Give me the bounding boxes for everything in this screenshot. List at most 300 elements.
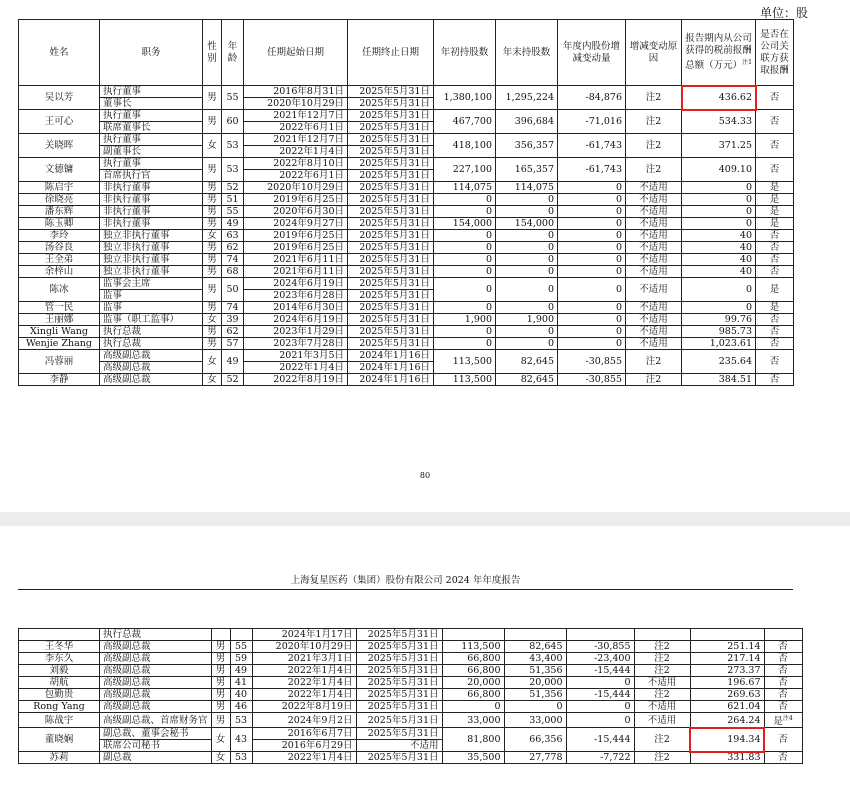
related-party-cell xyxy=(756,218,794,230)
pay-cell: 217.14 xyxy=(690,653,764,665)
related-party-cell xyxy=(756,194,794,206)
gender-cell: 男 xyxy=(211,701,230,713)
age-cell: 39 xyxy=(222,314,244,326)
end-date-cell: 2025年5月31日 xyxy=(348,146,434,158)
end-shares-cell: 0 xyxy=(504,701,566,713)
related-party-cell xyxy=(764,653,802,665)
header-cell xyxy=(682,20,756,86)
table-row xyxy=(19,194,794,206)
start-date-cell: 2022年6月1日 xyxy=(244,170,348,182)
start-date-cell: 2019年6月25日 xyxy=(244,194,348,206)
gender-cell: 女 xyxy=(203,350,222,374)
related-value: 是 xyxy=(769,218,780,229)
start-date-cell: 2024年9月2日 xyxy=(252,713,356,728)
age-cell: 50 xyxy=(222,278,244,302)
age-cell: 53 xyxy=(230,752,252,764)
gender-cell: 女 xyxy=(203,374,222,386)
end-date-cell: 2024年1月16日 xyxy=(348,374,434,386)
table-row xyxy=(19,326,794,338)
pay-cell: 40 xyxy=(682,242,756,254)
age-cell: 53 xyxy=(222,158,244,182)
end-date-cell: 2025年5月31日 xyxy=(348,86,434,98)
related-value: 否 xyxy=(769,314,780,325)
related-party-cell xyxy=(756,242,794,254)
name-cell: 陈战宇 xyxy=(19,713,100,728)
start-date-cell: 2024年9月27日 xyxy=(244,218,348,230)
pay-cell: 0 xyxy=(682,206,756,218)
start-date-cell: 2022年8月10日 xyxy=(244,158,348,170)
start-date-cell: 2021年6月11日 xyxy=(244,266,348,278)
role-cell: 监事 xyxy=(100,302,203,314)
related-value: 否 xyxy=(778,677,788,688)
gender-cell: 男 xyxy=(203,254,222,266)
share-change-cell: 0 xyxy=(558,278,626,302)
running-header: 上海复星医药（集团）股份有限公司 2024 年年度报告 xyxy=(18,572,793,590)
change-reason-cell: 不适用 xyxy=(634,701,690,713)
age-cell: 52 xyxy=(222,374,244,386)
gender-cell: 男 xyxy=(203,86,222,110)
end-shares-cell: 396,684 xyxy=(496,110,558,134)
end-date-cell: 2025年5月31日 xyxy=(348,158,434,170)
begin-shares-cell: 227,100 xyxy=(434,158,496,182)
end-date-cell: 2025年5月31日 xyxy=(356,689,442,701)
table-row xyxy=(19,350,794,362)
header-cell: 职务 xyxy=(100,20,203,86)
begin-shares-cell: 35,500 xyxy=(442,752,504,764)
gender-cell: 男 xyxy=(211,713,230,728)
age-cell: 53 xyxy=(230,713,252,728)
start-date-cell: 2022年6月1日 xyxy=(244,122,348,134)
change-reason-cell: 注2 xyxy=(634,641,690,653)
change-reason-cell: 不适用 xyxy=(626,314,682,326)
name-cell: 王全弟 xyxy=(19,254,100,266)
start-date-cell: 2021年3月1日 xyxy=(252,653,356,665)
role-cell: 联席董事长 xyxy=(100,122,203,134)
age-cell: 53 xyxy=(222,134,244,158)
begin-shares-cell: 0 xyxy=(434,326,496,338)
change-reason-cell: 不适用 xyxy=(626,278,682,302)
table-row xyxy=(19,752,803,764)
start-date-cell: 2021年12月7日 xyxy=(244,134,348,146)
end-shares-cell: 51,356 xyxy=(504,689,566,701)
begin-shares-cell: 0 xyxy=(434,278,496,302)
end-shares-cell: 66,356 xyxy=(504,728,566,752)
share-change-cell: 0 xyxy=(558,218,626,230)
gender-cell: 女 xyxy=(211,752,230,764)
page-gap xyxy=(0,512,850,526)
table-row xyxy=(19,701,803,713)
end-date-cell: 2025年5月31日 xyxy=(348,170,434,182)
name-cell: 李静 xyxy=(19,374,100,386)
end-shares-cell: 20,000 xyxy=(504,677,566,689)
gender-cell: 男 xyxy=(211,653,230,665)
table-row xyxy=(19,158,794,170)
role-cell: 高级副总裁、首席财务官 xyxy=(100,713,212,728)
related-party-cell xyxy=(756,182,794,194)
age-cell: 60 xyxy=(222,110,244,134)
end-shares-cell: 114,075 xyxy=(496,182,558,194)
begin-shares-cell: 418,100 xyxy=(434,134,496,158)
pay-cell: 0 xyxy=(682,278,756,302)
table-row xyxy=(19,206,794,218)
related-value: 否 xyxy=(769,242,780,253)
change-reason-cell: 不适用 xyxy=(626,182,682,194)
age-cell: 63 xyxy=(222,230,244,242)
end-shares-cell: 154,000 xyxy=(496,218,558,230)
related-party-cell xyxy=(756,254,794,266)
gender-cell: 男 xyxy=(203,338,222,350)
change-reason-cell: 注2 xyxy=(626,350,682,374)
change-reason-cell: 不适用 xyxy=(626,266,682,278)
end-date-cell: 2025年5月31日 xyxy=(356,713,442,728)
name-cell: 王可心 xyxy=(19,110,100,134)
start-date-cell: 2022年1月4日 xyxy=(244,362,348,374)
role-cell: 高级副总裁 xyxy=(100,677,212,689)
start-date-cell: 2019年6月25日 xyxy=(244,230,348,242)
header-text: 报告期内从公司获得的税前报酬总额（万元） xyxy=(685,32,752,72)
begin-shares-cell: 1,900 xyxy=(434,314,496,326)
role-cell: 高级副总裁 xyxy=(100,374,203,386)
header-cell: 年龄 xyxy=(222,20,244,86)
table-row xyxy=(19,302,794,314)
related-value: 否 xyxy=(778,653,788,664)
end-shares-cell: 0 xyxy=(496,242,558,254)
begin-shares-cell: 1,380,100 xyxy=(434,86,496,110)
share-change-cell: -23,400 xyxy=(566,653,634,665)
pay-cell: 384.51 xyxy=(682,374,756,386)
start-date-cell: 2020年10月29日 xyxy=(252,641,356,653)
table-header-row xyxy=(19,20,794,86)
role-cell: 执行总裁 xyxy=(100,326,203,338)
related-value: 否 xyxy=(778,641,788,652)
change-reason-cell: 注2 xyxy=(626,134,682,158)
pay-cell: 40 xyxy=(682,266,756,278)
change-reason-cell: 不适用 xyxy=(626,302,682,314)
end-date-cell: 2025年5月31日 xyxy=(348,338,434,350)
end-date-cell: 2024年1月16日 xyxy=(348,350,434,362)
name-cell: 冯蓉丽 xyxy=(19,350,100,374)
table-row xyxy=(19,314,794,326)
pay-cell: 273.37 xyxy=(690,665,764,677)
gender-cell: 女 xyxy=(203,314,222,326)
pay-cell: 235.64 xyxy=(682,350,756,374)
begin-shares-cell: 20,000 xyxy=(442,677,504,689)
name-cell: Xingli Wang xyxy=(19,326,100,338)
table-row xyxy=(19,689,803,701)
begin-shares-cell: 0 xyxy=(434,194,496,206)
related-party-cell xyxy=(764,641,802,653)
header-cell: 是否在公司关联方获取报酬 xyxy=(756,20,794,86)
age-cell: 51 xyxy=(222,194,244,206)
end-date-cell: 2025年5月31日 xyxy=(348,242,434,254)
begin-shares-cell: 0 xyxy=(442,701,504,713)
table-row xyxy=(19,218,794,230)
related-party-cell xyxy=(756,134,794,158)
share-change-cell: 0 xyxy=(558,338,626,350)
table-row xyxy=(19,242,794,254)
start-date-cell: 2016年6月29日 xyxy=(252,740,356,752)
end-date-cell: 2025年5月31日 xyxy=(348,134,434,146)
role-cell: 副董事长 xyxy=(100,146,203,158)
begin-shares-cell: 0 xyxy=(434,206,496,218)
share-change-cell: -7,722 xyxy=(566,752,634,764)
end-date-cell: 2025年5月31日 xyxy=(348,314,434,326)
related-value: 否 xyxy=(769,164,780,175)
start-date-cell: 2020年10月29日 xyxy=(244,98,348,110)
gender-cell: 男 xyxy=(203,158,222,182)
table-row xyxy=(19,374,794,386)
role-cell: 执行总裁 xyxy=(100,629,212,641)
age-cell: 40 xyxy=(230,689,252,701)
table-row xyxy=(19,653,803,665)
executive-shareholding-table xyxy=(18,628,803,764)
pay-cell: 0 xyxy=(682,302,756,314)
gender-cell: 男 xyxy=(203,206,222,218)
related-value: 否 xyxy=(778,701,788,712)
name-cell: 王丽娜 xyxy=(19,314,100,326)
name-cell: 陈启宇 xyxy=(19,182,100,194)
related-party-cell xyxy=(764,689,802,701)
name-cell: 李东久 xyxy=(19,653,100,665)
share-change-cell: -15,444 xyxy=(566,728,634,752)
pay-cell: 264.24 xyxy=(690,713,764,728)
name-cell: 文德镛 xyxy=(19,158,100,182)
start-date-cell: 2022年1月4日 xyxy=(252,689,356,701)
role-cell: 执行总裁 xyxy=(100,338,203,350)
gender-cell: 男 xyxy=(203,218,222,230)
gender-cell: 男 xyxy=(211,677,230,689)
start-date-cell: 2024年6月19日 xyxy=(244,314,348,326)
pay-cell: 534.33 xyxy=(682,110,756,134)
end-shares-cell: 33,000 xyxy=(504,713,566,728)
end-shares-cell: 0 xyxy=(496,338,558,350)
role-cell: 监事会主席 xyxy=(100,278,203,290)
related-party-cell xyxy=(756,350,794,374)
name-cell: 余梓山 xyxy=(19,266,100,278)
role-cell: 独立非执行董事 xyxy=(100,242,203,254)
header-cell: 年初持股数 xyxy=(434,20,496,86)
end-shares-cell: 82,645 xyxy=(496,350,558,374)
begin-shares-cell: 66,800 xyxy=(442,665,504,677)
role-cell: 董事长 xyxy=(100,98,203,110)
start-date-cell: 2022年8月19日 xyxy=(244,374,348,386)
age-cell: 49 xyxy=(222,218,244,230)
role-cell: 非执行董事 xyxy=(100,206,203,218)
end-date-cell: 2025年5月31日 xyxy=(348,266,434,278)
role-cell: 执行董事 xyxy=(100,86,203,98)
start-date-cell: 2022年1月4日 xyxy=(244,146,348,158)
name-cell: 董晓娴 xyxy=(19,728,100,752)
table-row xyxy=(19,110,794,122)
related-party-cell xyxy=(764,713,802,728)
end-shares-cell: 0 xyxy=(496,302,558,314)
change-reason-cell: 注2 xyxy=(626,374,682,386)
related-party-cell xyxy=(756,278,794,302)
gender-cell: 女 xyxy=(203,134,222,158)
end-shares-cell: 1,295,224 xyxy=(496,86,558,110)
role-cell: 执行董事 xyxy=(100,134,203,146)
change-reason-cell: 不适用 xyxy=(626,230,682,242)
related-value: 否 xyxy=(769,254,780,265)
change-reason-cell: 注2 xyxy=(626,86,682,110)
end-date-cell: 2025年5月31日 xyxy=(348,278,434,290)
begin-shares-cell: 81,800 xyxy=(442,728,504,752)
gender-cell: 女 xyxy=(211,728,230,752)
role-cell: 独立非执行董事 xyxy=(100,230,203,242)
role-cell: 副总裁 xyxy=(100,752,212,764)
end-date-cell: 2025年5月31日 xyxy=(348,302,434,314)
pay-cell: 1,023.61 xyxy=(682,338,756,350)
share-change-cell: 0 xyxy=(558,314,626,326)
end-date-cell: 2025年5月31日 xyxy=(348,194,434,206)
director-shareholding-table xyxy=(18,19,794,386)
start-date-cell: 2023年1月29日 xyxy=(244,326,348,338)
end-shares-cell: 43,400 xyxy=(504,653,566,665)
related-value: 否 xyxy=(769,374,780,385)
role-cell: 独立非执行董事 xyxy=(100,254,203,266)
end-date-cell: 2025年5月31日 xyxy=(356,701,442,713)
start-date-cell: 2023年7月28日 xyxy=(244,338,348,350)
pay-cell: 0 xyxy=(682,194,756,206)
gender-cell: 男 xyxy=(211,665,230,677)
related-value: 否 xyxy=(769,338,780,349)
name-cell: 王冬华 xyxy=(19,641,100,653)
related-value: 否 xyxy=(769,92,780,103)
related-value: 否 xyxy=(778,752,788,764)
related-party-cell xyxy=(756,266,794,278)
start-date-cell: 2016年8月31日 xyxy=(244,86,348,98)
end-date-cell: 2025年5月31日 xyxy=(348,98,434,110)
related-value: 是 xyxy=(769,284,780,295)
begin-shares-cell: 33,000 xyxy=(442,713,504,728)
name-cell: 吴以芳 xyxy=(19,86,100,110)
share-change-cell: 0 xyxy=(566,713,634,728)
share-change-cell: 0 xyxy=(558,254,626,266)
pay-cell: 40 xyxy=(682,230,756,242)
gender-cell: 男 xyxy=(211,689,230,701)
gender-cell: 男 xyxy=(203,242,222,254)
end-date-cell: 2025年5月31日 xyxy=(356,752,442,764)
pay-cell: 409.10 xyxy=(682,158,756,182)
name-cell: 潘东辉 xyxy=(19,206,100,218)
share-change-cell: -71,016 xyxy=(558,110,626,134)
table-row xyxy=(19,254,794,266)
share-change-cell: -30,855 xyxy=(566,641,634,653)
name-cell: 陈玉卿 xyxy=(19,218,100,230)
age-cell: 55 xyxy=(222,206,244,218)
related-party-cell xyxy=(756,206,794,218)
role-cell: 执行董事 xyxy=(100,110,203,122)
start-date-cell: 2021年3月5日 xyxy=(244,350,348,362)
change-reason-cell: 注2 xyxy=(634,653,690,665)
role-cell: 首席执行官 xyxy=(100,170,203,182)
name-cell: Rong Yang xyxy=(19,701,100,713)
age-cell: 41 xyxy=(230,677,252,689)
related-party-cell xyxy=(764,752,802,764)
age-cell: 59 xyxy=(230,653,252,665)
end-shares-cell: 1,900 xyxy=(496,314,558,326)
change-reason-cell: 不适用 xyxy=(626,338,682,350)
end-shares-cell: 82,645 xyxy=(496,374,558,386)
age-cell: 49 xyxy=(230,665,252,677)
share-change-cell: 0 xyxy=(558,242,626,254)
begin-shares-cell: 0 xyxy=(434,302,496,314)
change-reason-cell: 不适用 xyxy=(626,194,682,206)
gender-cell: 男 xyxy=(211,641,230,653)
begin-shares-cell: 467,700 xyxy=(434,110,496,134)
related-party-cell xyxy=(764,701,802,713)
end-shares-cell: 0 xyxy=(496,206,558,218)
related-value: 否 xyxy=(769,140,780,151)
name-cell: 刘毅 xyxy=(19,665,100,677)
related-value: 是 xyxy=(769,302,780,313)
role-cell: 非执行董事 xyxy=(100,182,203,194)
share-change-cell: 0 xyxy=(558,302,626,314)
start-date-cell: 2022年1月4日 xyxy=(252,665,356,677)
share-change-cell: -15,444 xyxy=(566,665,634,677)
header-cell: 姓名 xyxy=(19,20,100,86)
pay-cell: 251.14 xyxy=(690,641,764,653)
name-cell: 陈冰 xyxy=(19,278,100,302)
end-date-cell: 2025年5月31日 xyxy=(348,182,434,194)
role-cell: 副总裁、董事会秘书 xyxy=(100,728,212,740)
role-cell: 高级副总裁 xyxy=(100,653,212,665)
end-date-cell: 2025年5月31日 xyxy=(356,665,442,677)
table-row xyxy=(19,134,794,146)
table-row xyxy=(19,266,794,278)
role-cell: 高级副总裁 xyxy=(100,701,212,713)
header-cell: 年度内股份增减变动量 xyxy=(558,20,626,86)
related-value: 否 xyxy=(778,665,788,676)
end-shares-cell: 0 xyxy=(496,254,558,266)
begin-shares-cell: 114,075 xyxy=(434,182,496,194)
pay-cell: 0 xyxy=(682,182,756,194)
age-cell: 74 xyxy=(222,254,244,266)
change-reason-cell: 不适用 xyxy=(626,218,682,230)
pay-cell: 196.67 xyxy=(690,677,764,689)
pay-cell: 371.25 xyxy=(682,134,756,158)
start-date-cell: 2014年6月30日 xyxy=(244,302,348,314)
change-reason-cell: 不适用 xyxy=(626,326,682,338)
footnote-mark: 注4 xyxy=(782,715,793,722)
name-cell: 苏莉 xyxy=(19,752,100,764)
change-reason-cell: 注2 xyxy=(634,752,690,764)
share-change-cell: -61,743 xyxy=(558,134,626,158)
end-shares-cell: 0 xyxy=(496,326,558,338)
end-date-cell: 2025年5月31日 xyxy=(356,641,442,653)
name-cell: 胡航 xyxy=(19,677,100,689)
related-party-cell xyxy=(756,302,794,314)
name-cell: 汤谷良 xyxy=(19,242,100,254)
related-value: 否 xyxy=(769,116,780,127)
gender-cell: 男 xyxy=(203,266,222,278)
related-party-cell xyxy=(756,326,794,338)
share-change-cell: -30,855 xyxy=(558,350,626,374)
end-date-cell: 2025年5月31日 xyxy=(348,254,434,266)
begin-shares-cell: 0 xyxy=(434,230,496,242)
end-date-cell: 2025年5月31日 xyxy=(348,326,434,338)
name-cell: Wenjie Zhang xyxy=(19,338,100,350)
name-cell: 管一民 xyxy=(19,302,100,314)
role-cell: 高级副总裁 xyxy=(100,689,212,701)
role-cell: 高级副总裁 xyxy=(100,350,203,362)
age-cell: 57 xyxy=(222,338,244,350)
age-cell: 52 xyxy=(222,182,244,194)
header-cell: 性别 xyxy=(203,20,222,86)
table-row xyxy=(19,677,803,689)
change-reason-cell: 不适用 xyxy=(626,254,682,266)
end-shares-cell: 0 xyxy=(496,266,558,278)
